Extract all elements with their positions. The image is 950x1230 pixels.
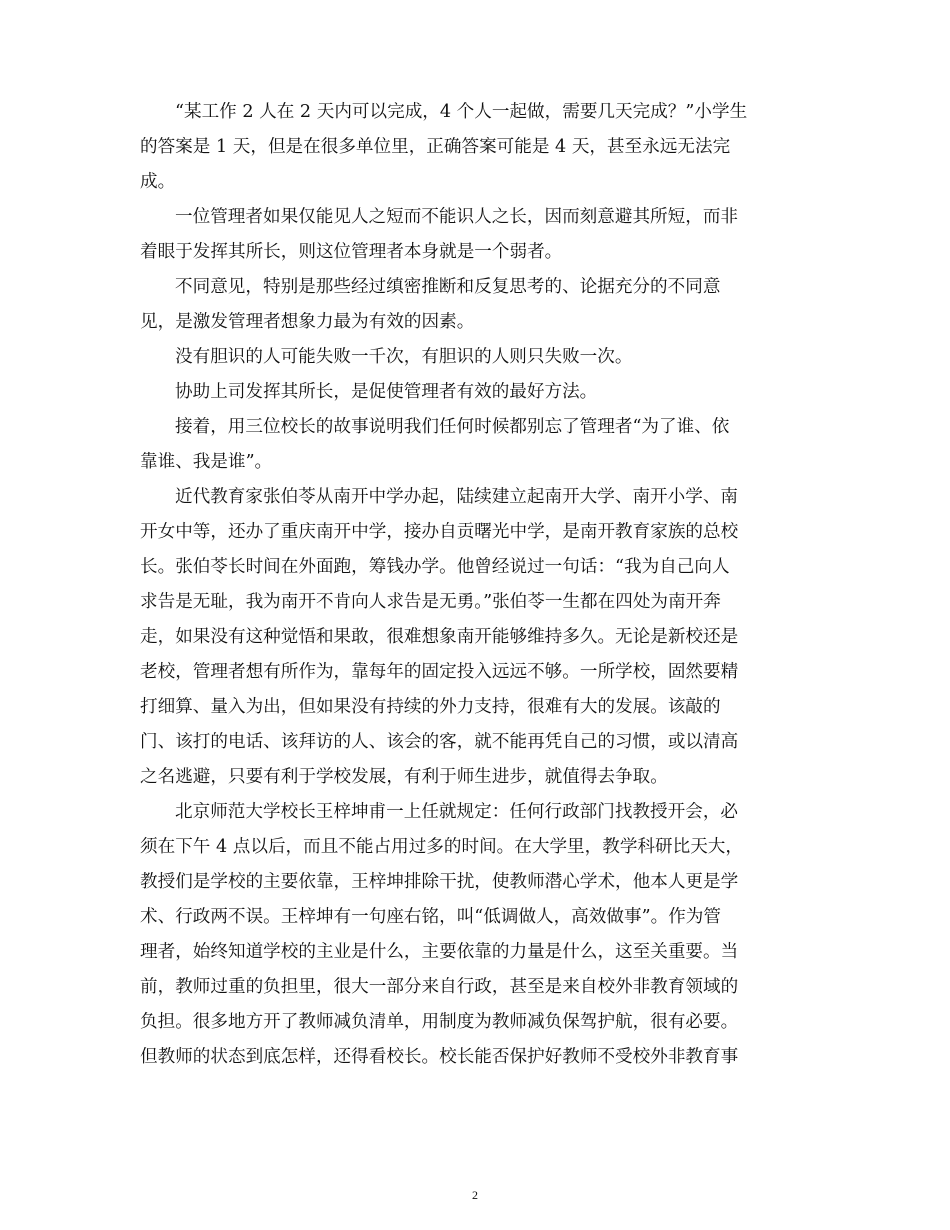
paragraph bbox=[140, 270, 810, 340]
paragraph bbox=[140, 480, 810, 795]
text-line: 北京师范大学校长王梓坤甫一上任就规定：任何行政部门找教授开会，必 bbox=[175, 802, 739, 822]
text-line: 术、行政两不误。王梓坤有一句座右铭，叫“低调做人，高效做事”。作为管 bbox=[140, 907, 721, 927]
text-line: 接着，用三位校长的故事说明我们任何时候都别忘了管理者“为了谁、依 bbox=[175, 417, 730, 437]
text-line: 一位管理者如果仅能见人之短而不能识人之长，因而刻意避其所短，而非 bbox=[175, 207, 739, 227]
paragraph bbox=[140, 795, 810, 1075]
text-line: 教授们是学校的主要依靠，王梓坤排除干扰，使教师潜心学术，他本人更是学 bbox=[140, 872, 739, 892]
text-line: 门、该打的电话、该拜访的人、该会的客，就不能再凭自己的习惯，或以清高 bbox=[140, 732, 739, 752]
paragraph bbox=[140, 95, 810, 200]
paragraph bbox=[140, 375, 810, 410]
text-line: 长。张伯苓长时间在外面跑，筹钱办学。他曾经说过一句话：“我为自己向人 bbox=[140, 557, 730, 577]
text-line: 开女中等，还办了重庆南开中学，接办自贡曙光中学，是南开教育家族的总校 bbox=[140, 522, 739, 542]
text-line: 协助上司发挥其所长，是促使管理者有效的最好方法。 bbox=[175, 382, 598, 402]
text-line: 没有胆识的人可能失败一千次，有胆识的人则只失败一次。 bbox=[175, 347, 633, 367]
body-text bbox=[140, 95, 810, 1075]
paragraph bbox=[140, 200, 810, 270]
text-line: 理者，始终知道学校的主业是什么，主要依靠的力量是什么，这至关重要。当 bbox=[140, 942, 739, 962]
page-number: 2 bbox=[472, 1188, 478, 1202]
text-line: 不同意见，特别是那些经过缜密推断和反复思考的、论据充分的不同意 bbox=[175, 277, 721, 297]
text-line: 须在下午 4 点以后，而且不能占用过多的时间。在大学里，教学科研比天大， bbox=[140, 837, 743, 857]
text-line: 求告是无耻，我为南开不肯向人求告是无勇。”张伯苓一生都在四处为南开奔 bbox=[140, 592, 721, 612]
text-line: “某工作 2 人在 2 天内可以完成，4 个人一起做，需要几天完成？”小学生 bbox=[175, 102, 748, 122]
text-line: 之名逃避，只要有利于学校发展，有利于师生进步，就值得去争取。 bbox=[140, 767, 668, 787]
paragraph bbox=[140, 340, 810, 375]
text-line: 老校，管理者想有所作为，靠每年的固定投入远远不够。一所学校，固然要精 bbox=[140, 662, 739, 682]
text-line: 走，如果没有这种觉悟和果敢，很难想象南开能够维持多久。无论是新校还是 bbox=[140, 627, 739, 647]
text-line: 打细算、量入为出，但如果没有持续的外力支持，很难有大的发展。该敲的 bbox=[140, 697, 721, 717]
text-line: 见，是激发管理者想象力最为有效的因素。 bbox=[140, 312, 475, 332]
text-line: 的答案是 1 天，但是在很多单位里，正确答案可能是 4 天，甚至永远无法完 bbox=[140, 137, 731, 157]
text-line: 但教师的状态到底怎样，还得看校长。校长能否保护好教师不受校外非教育事 bbox=[140, 1047, 739, 1067]
paragraph bbox=[140, 410, 810, 480]
text-line: 成。 bbox=[140, 172, 176, 192]
text-line: 负担。很多地方开了教师减负清单，用制度为教师减负保驾护航，很有必要。 bbox=[140, 1012, 739, 1032]
text-line: 前，教师过重的负担里，很大一部分来自行政，甚至是来自校外非教育领域的 bbox=[140, 977, 739, 997]
text-line: 着眼于发挥其所长，则这位管理者本身就是一个弱者。 bbox=[140, 242, 563, 262]
text-line: 靠谁、我是谁”。 bbox=[140, 452, 273, 472]
text-line: 近代教育家张伯苓从南开中学办起，陆续建立起南开大学、南开小学、南 bbox=[175, 487, 739, 507]
